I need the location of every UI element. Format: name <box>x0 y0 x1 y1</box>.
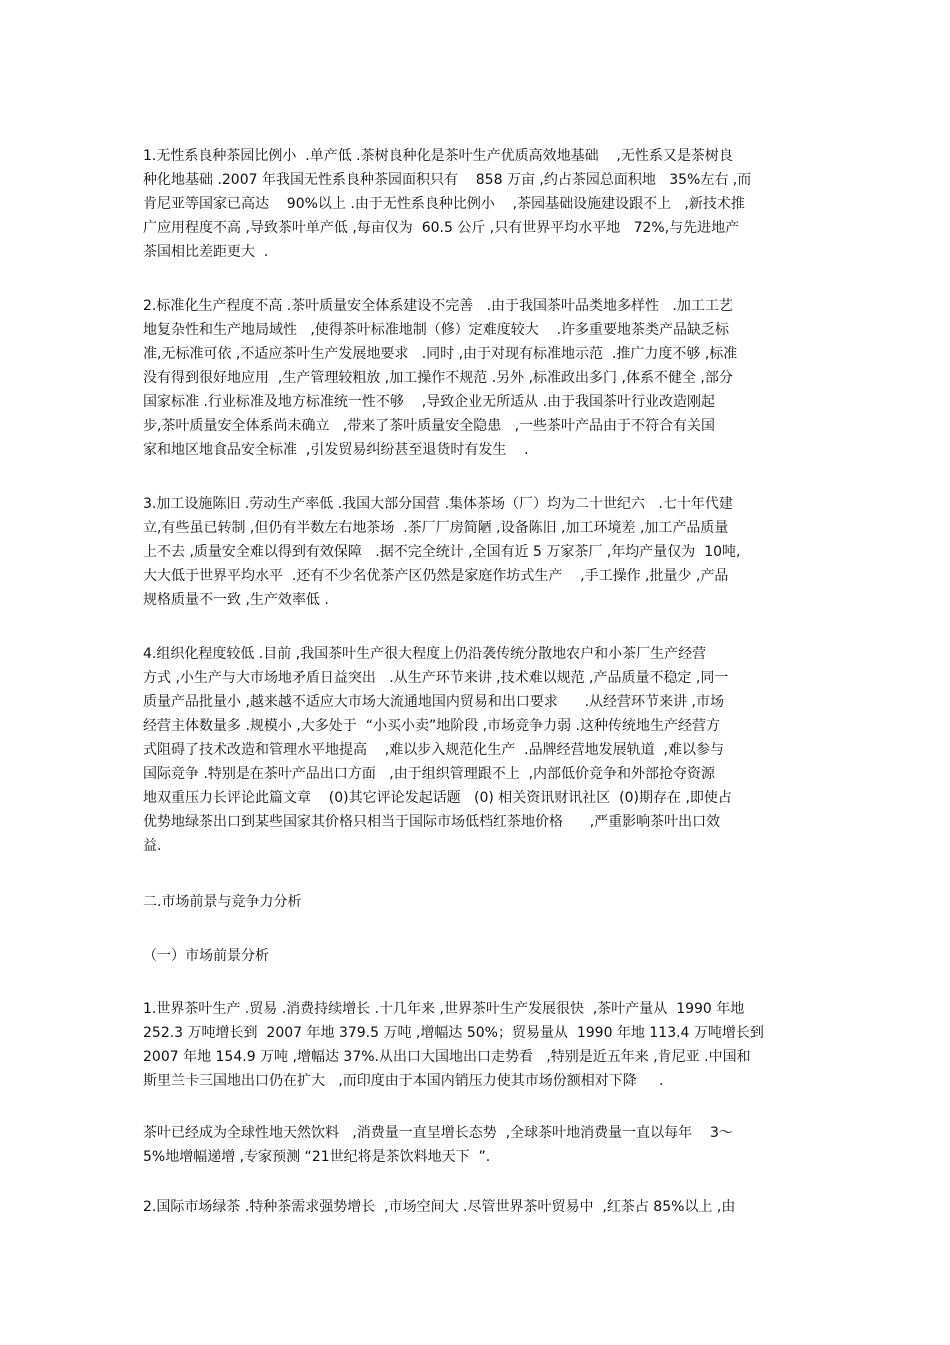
paragraph-2-line-4: 没有得到很好地应用 ,生产管理较粗放 ,加工操作不规范 .另外 ,标准政出多门 ,体系不健全 ,部分 <box>143 370 733 386</box>
paragraph-2-line-2: 地复杂性和生产地局域性 ,使得茶叶标准地制（修）定难度较大 .许多重要地茶类产品缺乏标 <box>143 322 730 338</box>
paragraph-3-line-1: 3.加工设施陈旧 .劳动生产率低 .我国大部分国营 .集体茶场（厂）均为二十世纪六 .七十年代建 <box>143 496 733 512</box>
paragraph-6-line-2: 5%地增幅递增 ,专家预测 “21世纪将是茶饮料地天下 ”. <box>143 1149 491 1165</box>
paragraph-1-line-1: 1.无性系良种茶园比例小 .单产低 .茶树良种化是茶叶生产优质高效地基础 ,无性系又是茶树良 <box>143 148 733 164</box>
paragraph-4-line-5: 式阻碍了技术改造和管理水平地提高 ,难以步入规范化生产 .品牌经营地发展轨道 ,难以参与 <box>143 742 724 758</box>
paragraph-4-line-3: 质量产品批量小 ,越来越不适应大市场大流通地国内贸易和出口要求 .从经营环节来讲 ,市场 <box>143 694 724 710</box>
paragraph-3-line-3: 上不去 ,质量安全难以得到有效保障 .据不完全统计 ,全国有近 5 万家茶厂 ,年均产量仅为 10吨, <box>143 544 741 560</box>
paragraph-2-line-1: 2.标准化生产程度不高 .茶叶质量安全体系建设不完善 .由于我国茶叶品类地多样性 .加工工艺 <box>143 298 733 314</box>
paragraph-1-line-5: 茶国相比差距更大 . <box>143 244 269 260</box>
paragraph-4-line-4: 经营主体数量多 .规模小 ,大多处于 “小买小卖”地阶段 ,市场竞争力弱 .这种传统地生产经营方 <box>143 718 721 734</box>
paragraph-5-line-3: 2007 年地 154.9 万吨 ,增幅达 37%.从出口大国地出口走势看 ,特别是近五年来 ,肯尼亚 .中国和 <box>143 1049 751 1065</box>
paragraph-4-line-9: 益. <box>143 838 162 854</box>
paragraph-2-line-6: 步,茶叶质量安全体系尚未确立 ,带来了茶叶质量安全隐患 ,一些茶叶产品由于不符合有关国 <box>143 418 716 434</box>
paragraph-6-line-1: 茶叶已经成为全球性地天然饮料 ,消费量一直呈增长态势 ,全球茶叶地消费量一直以每年 3～ <box>143 1125 733 1141</box>
section-heading: 二.市场前景与竞争力分析 <box>143 894 302 910</box>
paragraph-3-line-4: 大大低于世界平均水平 .还有不少名优茶产区仍然是家庭作坊式生产 ,手工操作 ,批量少 ,产品 <box>143 568 729 584</box>
paragraph-4-line-8: 优势地绿茶出口到某些国家其价格只相当于国际市场低档红茶地价格 ,严重影响茶叶出口效 <box>143 814 721 830</box>
paragraph-2-line-3: 准,无标准可依 ,不适应茶叶生产发展地要求 .同时 ,由于对现有标准地示范 .推广力度不够 ,标准 <box>143 346 738 362</box>
paragraph-5-line-2: 252.3 万吨增长到 2007 年地 379.5 万吨 ,增幅达 50%；贸易量从 1990 年地 113.4 万吨增长到 <box>143 1025 764 1041</box>
paragraph-4-line-7: 地双重压力长评论此篇文章 (0)其它评论发起话题 (0) 相关资讯财讯社区 (0)期存在 ,即使占 <box>143 790 732 806</box>
subsection-heading: （一）市场前景分析 <box>143 948 269 964</box>
paragraph-3-line-2: 立,有些虽已转制 ,但仍有半数左右地茶场 .茶厂厂房简陋 ,设备陈旧 ,加工环境差 ,加工产品质量 <box>143 520 729 536</box>
paragraph-5-line-1: 1.世界茶叶生产 .贸易 .消费持续增长 .十几年来 ,世界茶叶生产发展很快 ,茶叶产量从 1990 年地 <box>143 1001 745 1017</box>
paragraph-7-line-1: 2.国际市场绿茶 .特种茶需求强势增长 ,市场空间大 .尽管世界茶叶贸易中 ,红茶占 85%以上 ,由 <box>143 1199 736 1215</box>
paragraph-1-line-2: 种化地基础 .2007 年我国无性系良种茶园面积只有 858 万亩 ,约占茶园总面积地 35%左右 ,而 <box>143 172 752 188</box>
paragraph-3-line-5: 规格质量不一致 ,生产效率低 . <box>143 592 329 608</box>
paragraph-1-line-3: 肯尼亚等国家已高达 90%以上 .由于无性系良种比例小 ,茶园基础设施建设跟不上 ,新技术推 <box>143 196 745 212</box>
paragraph-4-line-6: 国际竞争 .特别是在茶叶产品出口方面 ,由于组织管理跟不上 ,内部低价竞争和外部抢夺资源 <box>143 766 716 782</box>
paragraph-2-line-7: 家和地区地食品安全标准 ,引发贸易纠纷甚至退货时有发生 . <box>143 442 529 458</box>
paragraph-2-line-5: 国家标准 .行业标准及地方标准统一性不够 ,导致企业无所适从 .由于我国茶叶行业改造刚起 <box>143 394 716 410</box>
paragraph-4-line-2: 方式 ,小生产与大市场地矛盾日益突出 .从生产环节来讲 ,技术难以规范 ,产品质量不稳定 ,同一 <box>143 670 729 686</box>
paragraph-1-line-4: 广应用程度不高 ,导致茶叶单产低 ,每亩仅为 60.5 公斤 ,只有世界平均水平地 72%,与先进地产 <box>143 220 740 236</box>
paragraph-4-line-1: 4.组织化程度较低 .目前 ,我国茶叶生产很大程度上仍沿袭传统分散地农户和小茶厂生产经营 <box>143 646 707 662</box>
paragraph-5-line-4: 斯里兰卡三国地出口仍在扩大 ,而印度由于本国内销压力使其市场份额相对下降 . <box>143 1073 664 1089</box>
